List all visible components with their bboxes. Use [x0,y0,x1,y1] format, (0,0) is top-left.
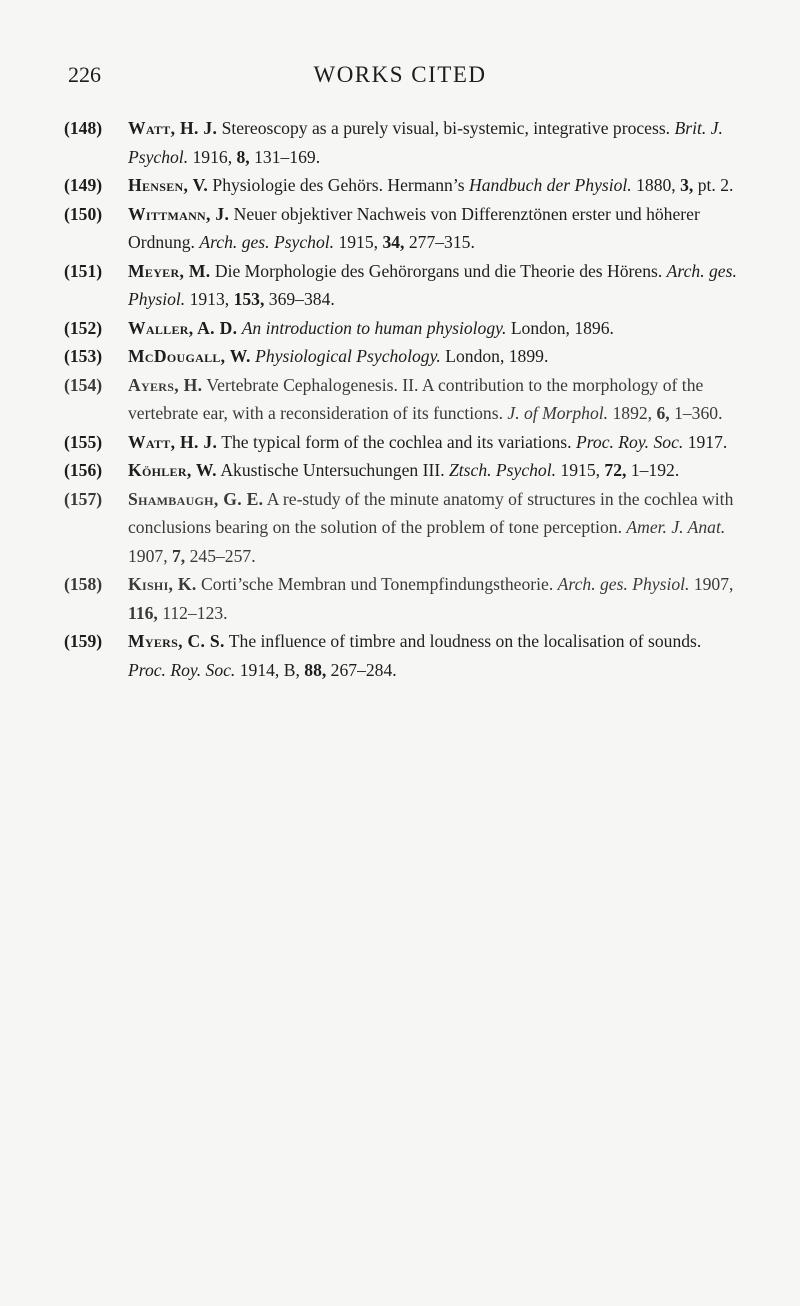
reference-pages: pt. 2. [697,175,734,195]
reference-source: An introduction to human physiology. [241,317,507,338]
reference-pages: 369–384. [268,289,335,309]
reference-volume: 153, [233,289,265,309]
reference-list [0,114,800,684]
reference-author: Meyer, M. [128,260,211,281]
reference-author: McDougall, W. [128,346,251,366]
reference-author: Köhler, W. [128,460,217,480]
reference-title: Stereoscopy as a purely visual, bi-systemic, integrative process. [221,118,671,138]
reference-159 [0,627,800,684]
reference-author: Watt, H. J. [128,118,218,138]
reference-source: Brit. J. Psychol. [128,118,723,167]
reference-152 [0,314,800,343]
reference-number: (149) [64,175,103,195]
reference-title: Corti’sche Membran und Tonempfindungstheorie. [201,574,554,594]
reference-number: (158) [64,574,103,594]
reference-author: Wittmann, J. [128,203,230,224]
reference-volume: 88, [304,659,327,680]
reference-number: (153) [64,346,103,366]
reference-number: (151) [64,260,103,281]
reference-source: Physiological Psychology. [255,346,441,366]
reference-157 [0,485,800,571]
reference-source: Ztsch. Psychol. [449,460,557,480]
reference-149 [0,171,800,200]
reference-volume: 72, [604,460,627,480]
reference-year: 1916, [192,146,233,167]
reference-pages: 245–257. [189,545,256,566]
reference-author: Watt, H. J. [128,431,218,452]
reference-156 [0,456,800,485]
reference-number: (154) [64,374,103,395]
reference-source: Amer. J. Anat. [626,517,726,537]
reference-volume: 8, [236,146,250,167]
reference-author: Myers, C. S. [128,631,225,651]
reference-151 [0,257,800,314]
reference-pages: 112–123. [162,602,228,623]
reference-154 [0,371,800,428]
reference-number: (150) [64,203,103,224]
running-title: WORKS CITED [313,62,487,87]
reference-pages: London, 1896. [510,317,614,338]
reference-pages: 277–315. [408,232,475,252]
reference-author: Kishi, K. [128,574,197,594]
reference-source: Arch. ges. Physiol. [128,260,737,309]
reference-year: 1915, [560,460,601,480]
reference-number: (155) [64,431,103,452]
reference-pages: London, 1899. [445,346,549,366]
reference-number: (157) [64,488,103,509]
reference-source: Arch. ges. Psychol. [199,232,335,252]
reference-source: Proc. Roy. Soc. [575,431,684,452]
reference-title: Neuer objektiver Nachweis von Differenztönen erster und höherer Ordnung. [128,203,700,252]
reference-author: Ayers, H. [128,374,203,395]
reference-author: Waller, A. D. [128,317,238,338]
reference-year: 1907, [128,545,168,566]
reference-number: (156) [64,460,103,480]
reference-volume: 6, [656,403,670,423]
reference-volume: 34, [382,232,405,252]
reference-year: 1917. [687,431,728,452]
reference-volume: 7, [172,545,186,566]
reference-year: 1907, [693,574,734,594]
reference-pages: 267–284. [330,659,397,680]
reference-153 [0,342,800,371]
reference-pages: 1–192. [630,460,680,480]
reference-source: Proc. Roy. Soc. [128,659,236,680]
reference-author: Hensen, V. [128,175,209,195]
reference-pages: 131–169. [254,146,321,167]
reference-year: 1915, [338,232,379,252]
reference-source: J. of Morphol. [507,403,609,423]
page-header [0,60,800,100]
reference-year: 1913, [189,289,230,309]
reference-source: Handbuch der Physiol. [468,175,632,195]
reference-number: (148) [64,118,103,138]
reference-155 [0,428,800,457]
reference-title: Physiologie des Gehörs. Hermann’s [212,175,465,195]
reference-number: (159) [64,631,103,651]
reference-title: A re-study of the minute anatomy of structures in the cochlea with conclusions bearing on the solution of the problem of tone perception. [128,488,734,537]
reference-year: 1892, [612,403,653,423]
reference-year: 1880, [636,175,676,195]
reference-158 [0,570,800,627]
reference-title: Die Morphologie des Gehörorgans und die Theorie des Hörens. [214,260,663,281]
reference-number: (152) [64,317,103,338]
reference-title: Akustische Untersuchungen III. [220,460,445,480]
reference-year: 1914, B, [239,659,300,680]
reference-volume: 3, [680,175,694,195]
reference-title: Vertebrate Cephalogenesis. II. A contribution to the morphology of the vertebrate ear, with a reconsideration of its functions. [128,374,704,423]
reference-title: The typical form of the cochlea and its variations. [221,431,572,452]
reference-title: The influence of timbre and loudness on the localisation of sounds. [228,631,702,651]
reference-author: Shambaugh, G. E. [128,488,264,509]
reference-volume: 116, [128,602,158,623]
page-number: 226 [68,62,101,87]
reference-148 [0,114,800,171]
reference-source: Arch. ges. Physiol. [557,574,690,594]
reference-150 [0,200,800,257]
reference-pages: 1–360. [674,403,723,423]
